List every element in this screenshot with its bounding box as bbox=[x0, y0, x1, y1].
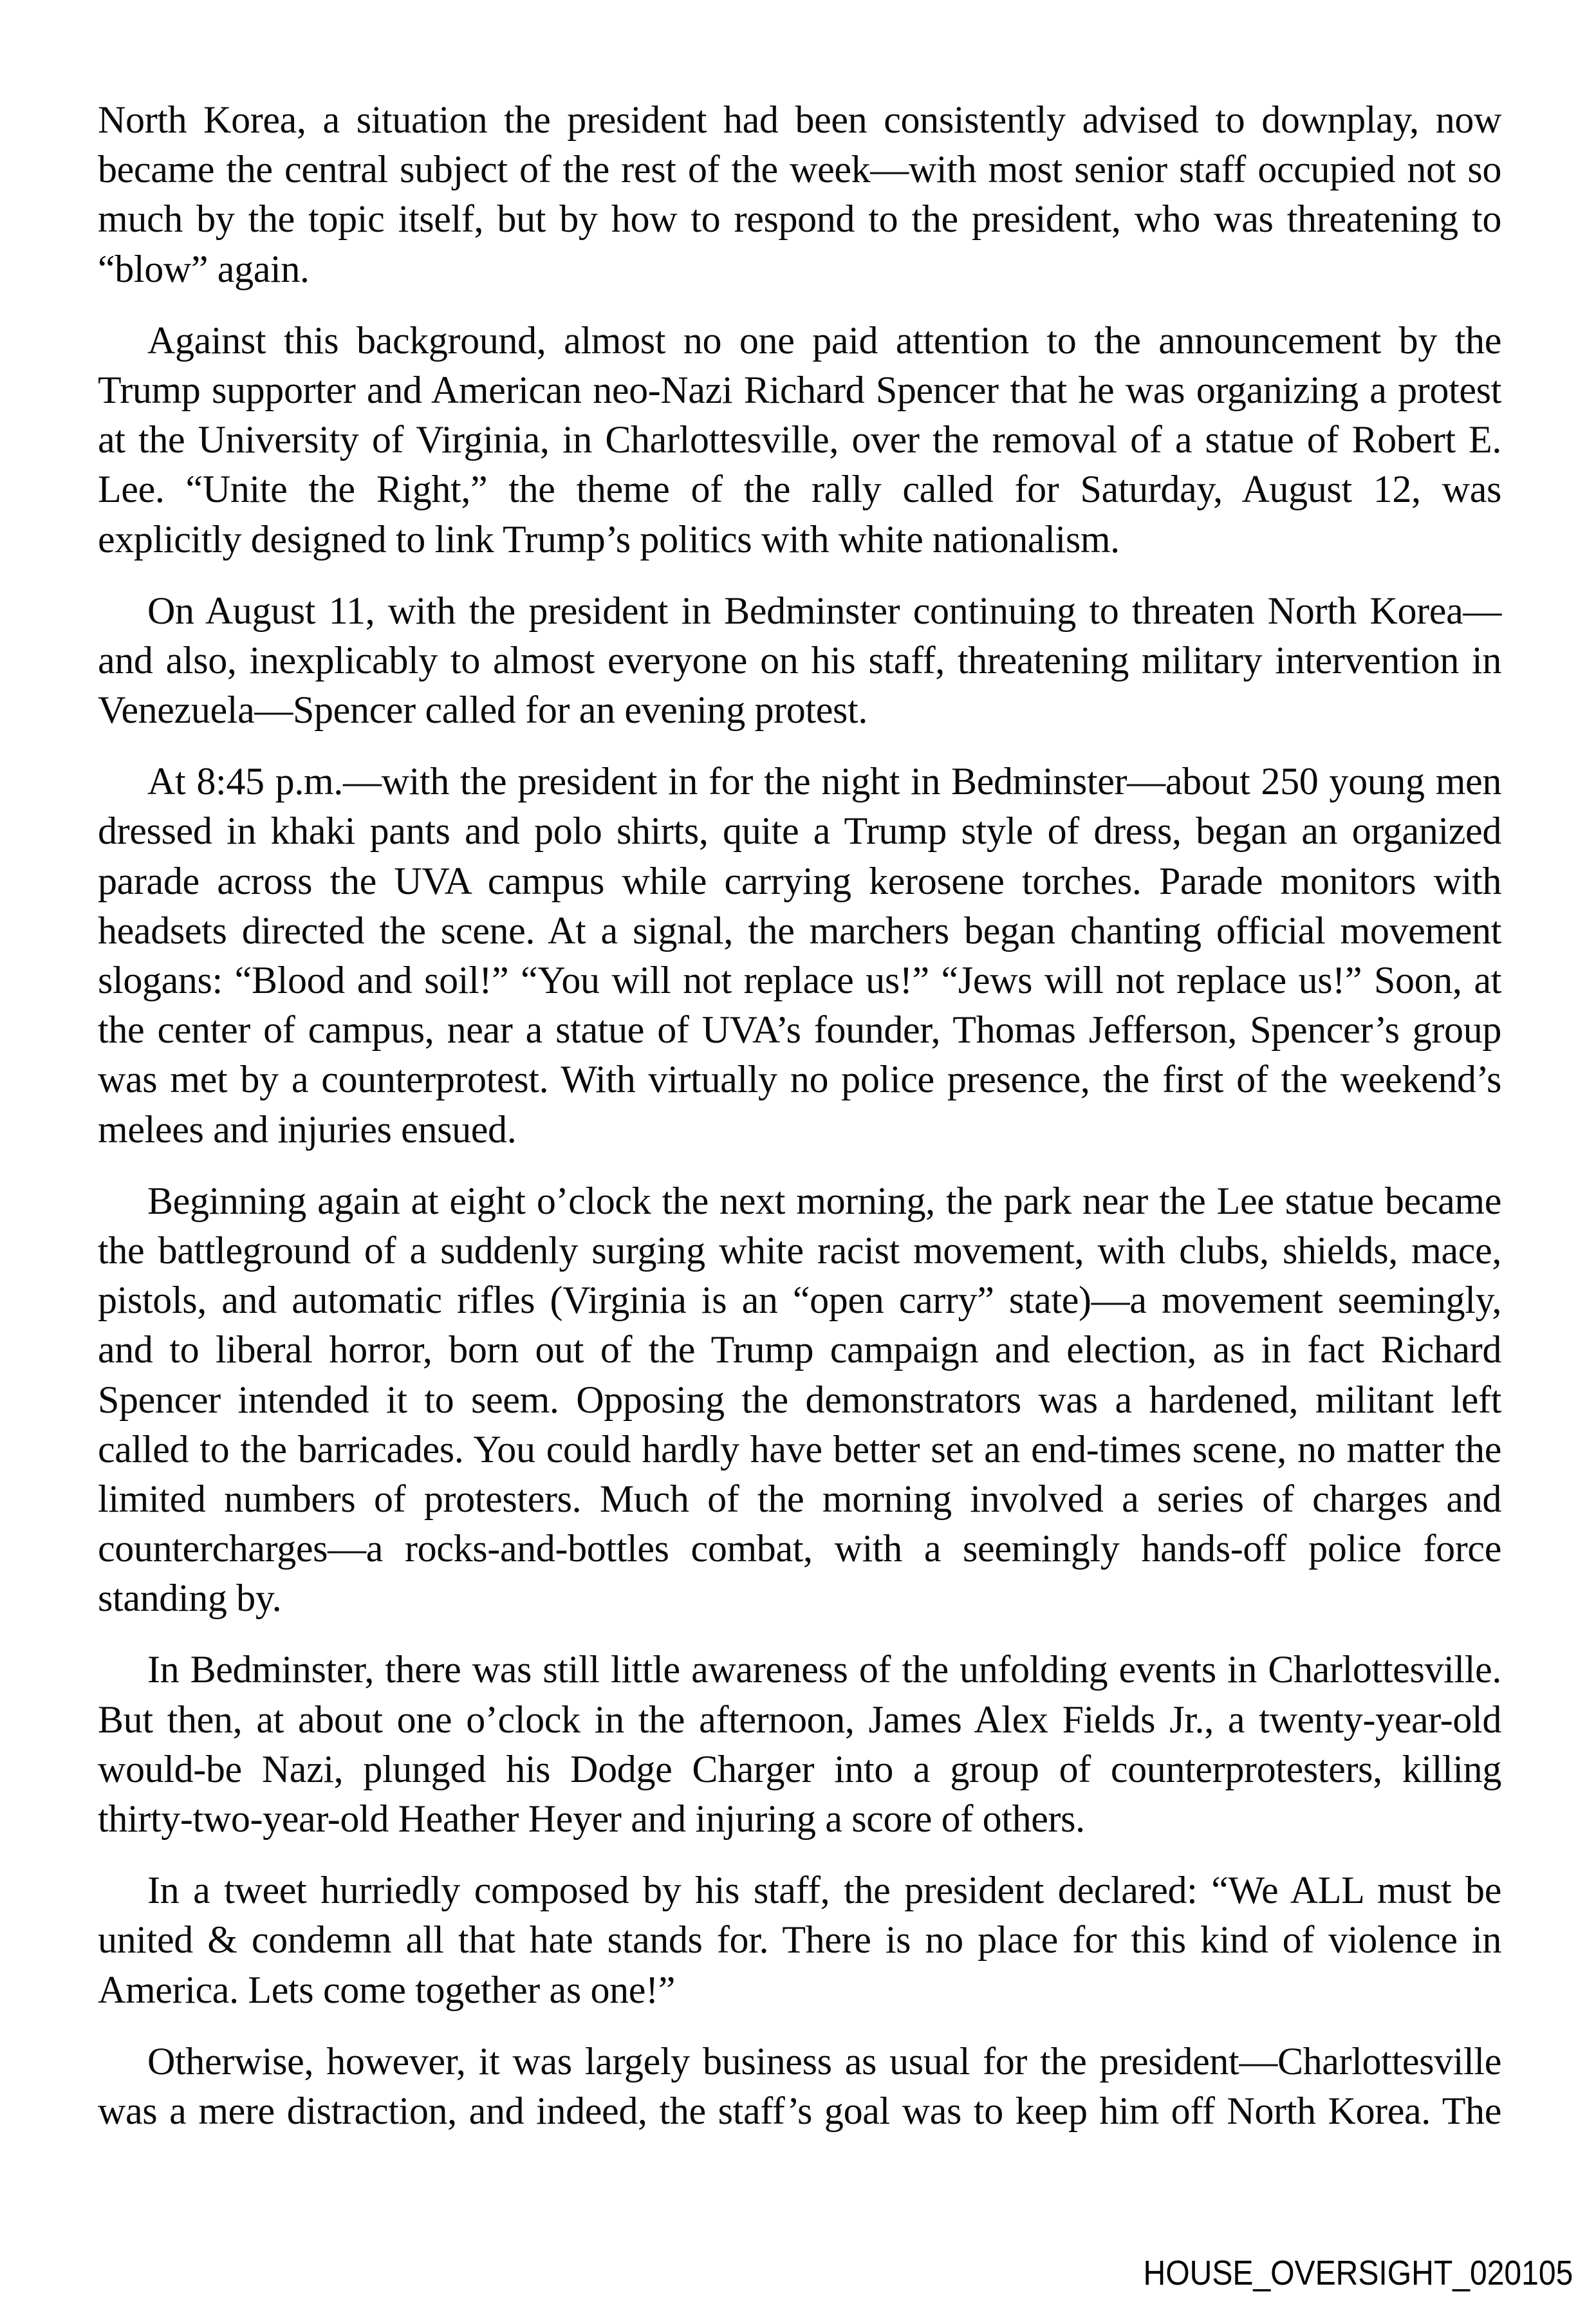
paragraph bbox=[98, 586, 1501, 736]
text-line: “blow” again. bbox=[98, 247, 310, 290]
paragraph bbox=[98, 1176, 1501, 1624]
paragraph bbox=[98, 1866, 1501, 2015]
paragraph bbox=[98, 1645, 1501, 1844]
paragraph bbox=[98, 316, 1501, 564]
text-line: Lee. “Unite the Right,” the theme of the rally called for Saturday, August 12, was bbox=[98, 468, 1501, 511]
text-line: countercharges—a rocks-and-bottles combat, with a seemingly hands-off police force bbox=[98, 1527, 1501, 1570]
text-line: explicitly designed to link Trump’s politics with white nationalism. bbox=[98, 517, 1120, 561]
body-text bbox=[98, 95, 1501, 2158]
text-line: Beginning again at eight o’clock the next morning, the park near the Lee statue became bbox=[147, 1179, 1501, 1222]
paragraph bbox=[98, 757, 1501, 1155]
text-line: But then, at about one o’clock in the afternoon, James Alex Fields Jr., a twenty-year-old bbox=[98, 1698, 1501, 1741]
text-line: would-be Nazi, plunged his Dodge Charger into a group of counterprotesters, killing bbox=[98, 1747, 1501, 1790]
text-line: Trump supporter and American neo-Nazi Richard Spencer that he was organizing a protest bbox=[98, 368, 1501, 411]
bates-stamp: HOUSE_OVERSIGHT_020105 bbox=[1143, 2254, 1573, 2292]
text-line: melees and injuries ensued. bbox=[98, 1108, 517, 1151]
text-line: parade across the UVA campus while carrying kerosene torches. Parade monitors with bbox=[98, 859, 1501, 902]
text-line: thirty-two-year-old Heather Heyer and injuring a score of others. bbox=[98, 1797, 1085, 1840]
text-line: On August 11, with the president in Bedminster continuing to threaten North Korea— bbox=[147, 589, 1501, 632]
text-line: slogans: “Blood and soil!” “You will not replace us!” “Jews will not replace us!” Soon, at bbox=[98, 959, 1501, 1001]
text-line: headsets directed the scene. At a signal, the marchers began chanting official movement bbox=[98, 909, 1501, 952]
text-line: and also, inexplicably to almost everyone on his staff, threatening military intervention in bbox=[98, 638, 1501, 682]
text-line: standing by. bbox=[98, 1577, 282, 1620]
text-line: was a mere distraction, and indeed, the staff’s goal was to keep him off North Korea. The bbox=[98, 2089, 1501, 2132]
text-line: America. Lets come together as one!” bbox=[98, 1968, 675, 2011]
text-line: pistols, and automatic rifles (Virginia is an “open carry” state)—a movement seemingly, bbox=[98, 1279, 1501, 1322]
text-line: and to liberal horror, born out of the Trump campaign and election, as in fact Richard bbox=[98, 1328, 1501, 1371]
text-line: at the University of Virginia, in Charlottesville, over the removal of a statue of Robert E. bbox=[98, 418, 1501, 461]
text-line: dressed in khaki pants and polo shirts, quite a Trump style of dress, began an organized bbox=[98, 810, 1501, 853]
text-line: Spencer intended it to seem. Opposing the demonstrators was a hardened, militant left bbox=[98, 1378, 1501, 1421]
paragraph bbox=[98, 2037, 1501, 2136]
text-line: In a tweet hurriedly composed by his staff, the president declared: “We ALL must be bbox=[147, 1869, 1501, 1912]
text-line: the center of campus, near a statue of UVA’s founder, Thomas Jefferson, Spencer’s group bbox=[98, 1008, 1501, 1052]
text-line: In Bedminster, there was still little awareness of the unfolding events in Charlottesville. bbox=[147, 1648, 1501, 1691]
text-line: limited numbers of protesters. Much of the morning involved a series of charges and bbox=[98, 1477, 1501, 1520]
text-line: At 8:45 p.m.—with the president in for the night in Bedminster—about 250 young men bbox=[147, 760, 1501, 803]
text-line: much by the topic itself, but by how to respond to the president, who was threatening to bbox=[98, 198, 1501, 241]
text-line: the battleground of a suddenly surging white racist movement, with clubs, shields, mace, bbox=[98, 1229, 1501, 1272]
text-line: North Korea, a situation the president had been consistently advised to downplay, now bbox=[98, 98, 1501, 141]
text-line: Against this background, almost no one paid attention to the announcement by the bbox=[147, 319, 1501, 362]
text-line: Otherwise, however, it was largely business as usual for the president—Charlottesville bbox=[147, 2039, 1501, 2083]
text-line: called to the barricades. You could hardly have better set an end-times scene, no matter the bbox=[98, 1427, 1501, 1471]
text-line: became the central subject of the rest of the week—with most senior staff occupied not so bbox=[98, 148, 1501, 191]
text-line: united & condemn all that hate stands for. There is no place for this kind of violence in bbox=[98, 1918, 1501, 1962]
text-line: was met by a counterprotest. With virtually no police presence, the first of the weekend’s bbox=[98, 1058, 1501, 1101]
paragraph bbox=[98, 95, 1501, 294]
text-line: Venezuela—Spencer called for an evening protest. bbox=[98, 689, 868, 732]
